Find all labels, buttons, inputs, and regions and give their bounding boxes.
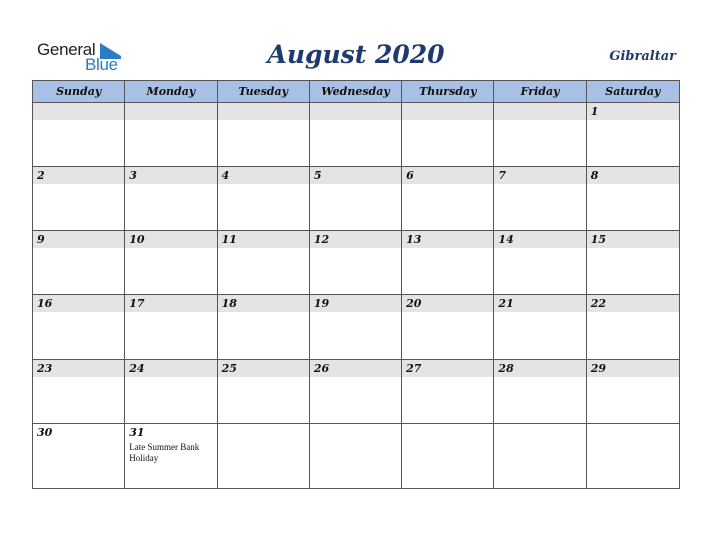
day-number: 16	[37, 297, 53, 311]
day-band	[310, 167, 401, 184]
day-cell	[494, 295, 586, 359]
logo-word-blue: Blue	[85, 55, 118, 74]
day-number: 18	[221, 297, 237, 311]
day-number: 9	[37, 233, 45, 247]
day-number: 28	[498, 361, 514, 375]
weekday-header: Monday	[125, 81, 217, 103]
day-number: 3	[129, 169, 137, 183]
day-cell	[494, 167, 586, 231]
day-cell	[587, 231, 679, 295]
empty-day-cell	[310, 424, 402, 488]
day-band	[494, 103, 585, 120]
day-band	[494, 424, 585, 441]
day-number: 24	[129, 361, 145, 375]
day-band	[402, 424, 493, 441]
day-cell	[125, 424, 217, 488]
day-cell	[587, 360, 679, 424]
day-cell	[402, 167, 494, 231]
day-band	[587, 167, 679, 184]
day-band	[33, 103, 124, 120]
day-band	[310, 424, 401, 441]
day-band	[33, 167, 124, 184]
day-number: 27	[406, 361, 422, 375]
weekday-header: Thursday	[402, 81, 494, 103]
day-cell	[33, 231, 125, 295]
day-cell	[218, 360, 310, 424]
day-cell	[310, 167, 402, 231]
day-cell	[33, 360, 125, 424]
empty-day-cell	[218, 103, 310, 167]
day-number: 22	[590, 297, 607, 311]
empty-day-cell	[402, 103, 494, 167]
day-cell	[402, 231, 494, 295]
holiday-name: Late Summer Bank Holiday	[129, 441, 200, 463]
day-cell	[310, 360, 402, 424]
day-number: 6	[406, 169, 414, 183]
day-number: 1	[590, 105, 599, 118]
day-band	[402, 103, 493, 120]
day-number: 19	[313, 297, 330, 311]
day-cell	[218, 167, 310, 231]
logo-word-general: General	[37, 40, 96, 59]
day-cell	[310, 231, 402, 295]
day-number: 5	[313, 169, 322, 183]
day-cell	[587, 295, 679, 359]
day-cell	[218, 231, 310, 295]
day-number: 30	[37, 425, 53, 439]
day-cell	[33, 167, 125, 231]
day-cell	[494, 231, 586, 295]
day-cell	[33, 424, 125, 488]
weekday-header: Saturday	[587, 81, 679, 103]
empty-day-cell	[494, 424, 586, 488]
day-band	[33, 231, 124, 248]
empty-day-cell	[125, 103, 217, 167]
day-band	[218, 103, 309, 120]
day-band	[587, 103, 679, 120]
day-number: 15	[590, 233, 607, 247]
day-band	[587, 424, 679, 441]
day-number: 17	[129, 297, 145, 311]
day-number: 12	[313, 233, 330, 247]
day-cell	[402, 295, 494, 359]
day-number: 13	[406, 233, 422, 247]
day-cell	[494, 360, 586, 424]
day-cell	[402, 360, 494, 424]
weekday-header: Wednesday	[310, 81, 402, 103]
day-number: 29	[590, 361, 607, 375]
day-number: 7	[498, 169, 507, 183]
day-band	[125, 103, 216, 120]
day-number: 21	[498, 297, 514, 311]
day-number: 2	[37, 169, 45, 183]
day-band	[218, 167, 309, 184]
day-cell	[125, 231, 217, 295]
empty-day-cell	[402, 424, 494, 488]
day-number: 20	[406, 297, 422, 311]
weekday-header: Friday	[494, 81, 586, 103]
empty-day-cell	[494, 103, 586, 167]
month-title: August 2020	[267, 40, 445, 69]
day-number: 23	[37, 361, 53, 375]
day-band	[125, 167, 216, 184]
day-number: 14	[498, 233, 514, 247]
day-cell	[33, 295, 125, 359]
calendar-grid	[32, 80, 680, 489]
day-cell	[125, 295, 217, 359]
day-number: 31	[129, 425, 145, 439]
day-number: 11	[221, 233, 237, 247]
empty-day-cell	[33, 103, 125, 167]
region-label: Gibraltar	[609, 49, 676, 64]
empty-day-cell	[310, 103, 402, 167]
weekday-header: Tuesday	[218, 81, 310, 103]
day-number: 25	[221, 361, 237, 375]
day-number: 8	[590, 169, 599, 183]
day-cell	[218, 295, 310, 359]
day-cell	[125, 167, 217, 231]
day-band	[402, 167, 493, 184]
day-cell	[587, 167, 679, 231]
day-cell	[587, 103, 679, 167]
day-number: 26	[313, 361, 330, 375]
day-band	[218, 424, 309, 441]
day-number: 4	[221, 169, 230, 183]
weekday-header: Sunday	[33, 81, 125, 103]
empty-day-cell	[218, 424, 310, 488]
day-band	[494, 167, 585, 184]
day-cell	[125, 360, 217, 424]
day-cell	[310, 295, 402, 359]
day-number: 10	[129, 233, 145, 247]
day-band	[310, 103, 401, 120]
empty-day-cell	[587, 424, 679, 488]
